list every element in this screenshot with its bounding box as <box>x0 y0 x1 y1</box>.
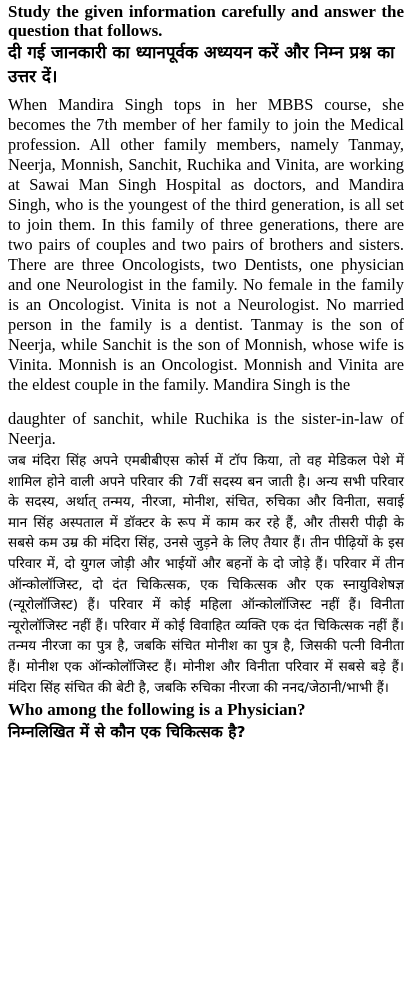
passage-english-continued: daughter of sanchit, while Ruchika is the sister-in-law of Neerja. <box>8 409 404 448</box>
passage-english: When Mandira Singh tops in her MBBS course, she becomes the 7th member of her family to join the Medical profession. All other family members, namely Tanmay, Neerja, Monnish, Sanchit, Ruchika and Vinita, are working at Sawai Man Singh Hospital as doctors, and Mandira Singh, who is the youngest of the third generation, is all set to join them. In this family of three generations, there are two pairs of couples and two pairs of brothers and sisters. There are three Oncologists, two Dentists, one physician and one Neurologist in the family. No female in the family is an Oncologist. Vinita is not a Neurologist. No married person in the family is a dentist. Tanmay is the son of Neerja, while Sanchit is the son of Monnish, whose wife is Vinita. Monnish is an Oncologist. Monnish and Vinita are the eldest couple in the family. Mandira Singh is the <box>8 95 404 394</box>
question-document <box>8 0 404 744</box>
question-english: Who among the following is a Physician? <box>8 700 306 720</box>
instruction-hindi: दी गई जानकारी का ध्यानपूर्वक अध्ययन करें और निम्न प्रश्न का उत्तर दें। <box>8 43 395 87</box>
question-hindi: निम्नलिखित में से कौन एक चिकित्सक है? <box>8 723 246 742</box>
instruction-english: Study the given information carefully and answer the question that follows. <box>8 2 404 40</box>
passage-hindi: जब मंदिरा सिंह अपने एमबीबीएस कोर्स में टॉप किया, तो वह मेडिकल पेशे में शामिल होने वाली अपने परिवार की 7वीं सदस्य बन जाती है। अन्य सभी परिवार के सदस्य, अर्थात् तन्मय, नीरजा, मोनीश, संचित, रुचिका और विनीता, सवाई मान सिंह अस्पताल में डॉक्टर के रूप में काम कर रहे हैं, और तीसरी पीढ़ी के सबसे कम उम्र की मंदिरा सिंह, उनसे जुड़ने के लिए तैयार हैं। तीन पीढ़ियों के इस परिवार में, दो युगल जोड़ी और भाईयों और बहनों के दो जोड़े हैं। परिवार में तीन ऑन्कोलॉजिस्ट, दो दंत चिकित्सक, एक चिकित्सक और एक स्नायुविशेषज्ञ (न्यूरोलॉजिस्ट) हैं। परिवार में कोई महिला ऑन्कोलॉजिस्ट नहीं हैं। विनीता न्यूरोलॉजिस्ट नहीं हैं। परिवार में कोई विवाहित व्यक्ति एक दंत चिकित्सक नहीं हैं। तन्मय नीरजा का पुत्र है, जबकि संचित मोनीश का पुत्र है, जिसकी पत्नी विनीता हैं। मोनीश एक ऑन्कोलॉजिस्ट हैं। मोनीश और विनीता परिवार में सबसे बड़े हैं। मंदिरा सिंह संचित की बेटी है, जबकि रुचिका नीरजा की ननद/जेठानी/भाभी हैं। <box>8 453 405 696</box>
